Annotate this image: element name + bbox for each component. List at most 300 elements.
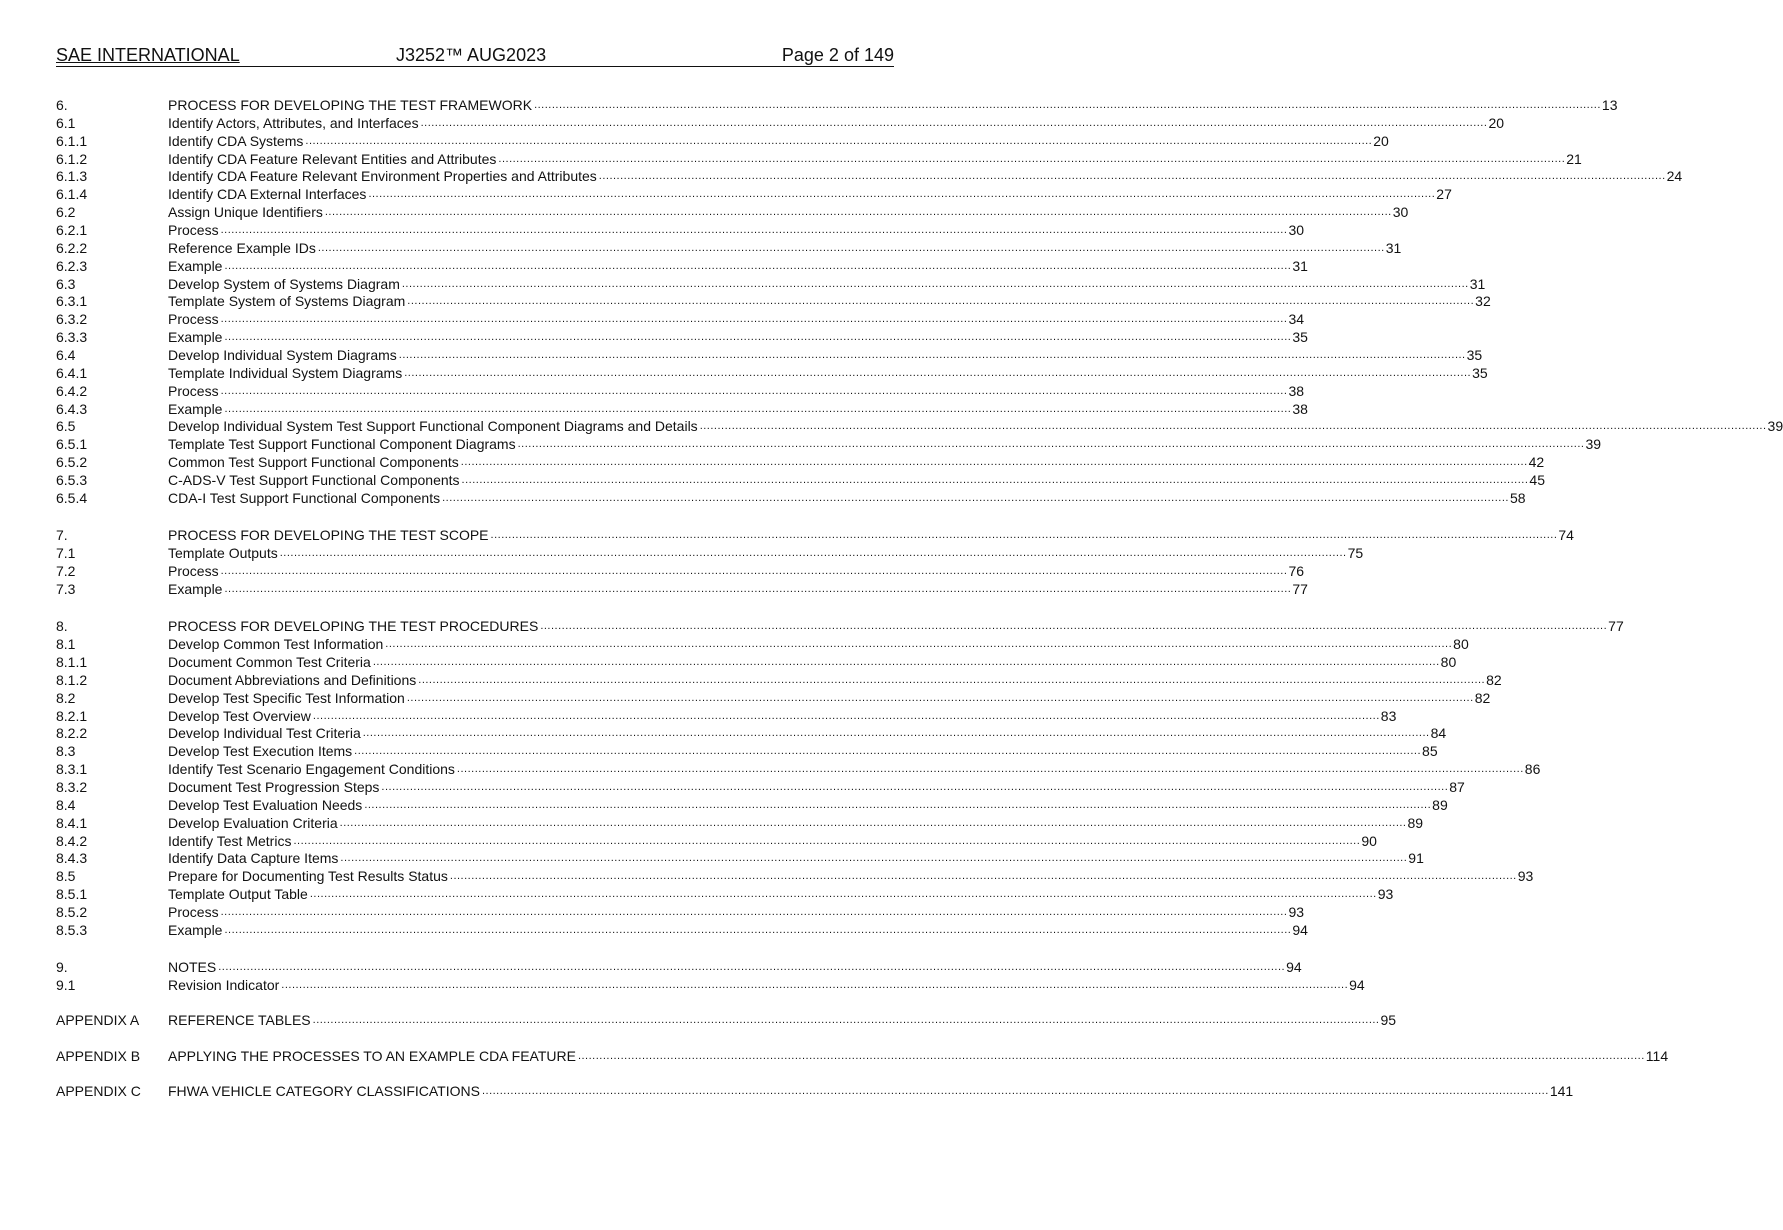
dot-leader: ............................................................................................................................................................................................................................................................................................................: [220, 384, 1288, 397]
toc-entry-title[interactable]: APPLYING THE PROCESSES TO AN EXAMPLE CDA FEATURE: [168, 1047, 576, 1064]
toc-entry-title[interactable]: Develop Test Overview: [168, 707, 311, 724]
toc-entry[interactable]: [56, 761, 1541, 779]
toc-entry-page[interactable]: 91: [1408, 850, 1424, 867]
dot-leader: ............................................................................................................................................................................................................................................................................................................: [362, 727, 1430, 740]
toc-entry[interactable]: [56, 132, 1389, 151]
toc-entry-number: 6.4: [56, 347, 76, 364]
toc-entry[interactable]: [56, 204, 1409, 222]
toc-entry-page[interactable]: 87: [1449, 778, 1465, 795]
toc-entry-page[interactable]: 94: [1286, 959, 1302, 976]
toc-entry-title-wrap: [168, 293, 1474, 311]
dot-leader: ............................................................................................................................................................................................................................................................................................................: [224, 582, 1292, 595]
toc-entry-title-wrap: [168, 761, 1524, 779]
toc-entry-number: 8.4.3: [56, 850, 88, 867]
toc-entry-title[interactable]: Develop Test Specific Test Information: [168, 689, 405, 706]
toc-entry-title[interactable]: Develop Individual System Diagrams: [168, 347, 397, 364]
toc-entry-title-wrap: [168, 1012, 1380, 1030]
toc-entry[interactable]: [56, 150, 1582, 169]
toc-entry-title[interactable]: Common Test Support Functional Components: [168, 454, 459, 471]
toc-entry-title-wrap: [168, 490, 1509, 508]
toc-entry[interactable]: [56, 222, 1305, 240]
toc-entry-title-wrap: [168, 222, 1287, 240]
toc-entry-page[interactable]: 30: [1288, 222, 1305, 239]
toc-entry-page[interactable]: 13: [1601, 97, 1618, 113]
toc-entry[interactable]: [56, 239, 1402, 258]
toc-entry-title[interactable]: Identify CDA Feature Relevant Entities and Attributes: [168, 150, 497, 167]
toc-entry-number: 6.1: [56, 114, 76, 131]
toc-entry-number: 6.1.1: [56, 132, 88, 149]
toc-entry-number: 8.1.2: [56, 671, 88, 688]
toc-entry-number: 9.1: [56, 977, 76, 994]
toc-entry-number: 6.5.4: [56, 489, 88, 506]
toc-entry-title-wrap: [168, 527, 1557, 545]
toc-entry-page[interactable]: 35: [1472, 364, 1488, 381]
dot-leader: ............................................................................................................................................................................................................................................................................................................: [293, 834, 1361, 847]
toc-entry-page[interactable]: 84: [1430, 725, 1447, 742]
toc-entry[interactable]: [56, 168, 1683, 186]
toc-entry[interactable]: [56, 545, 1364, 563]
toc-entry-number: 8.1.1: [56, 653, 88, 670]
toc-entry-title-wrap: [168, 383, 1287, 401]
dot-leader: ............................................................................................................................................................................................................................................................................................................: [517, 438, 1585, 451]
toc-entry-number: 6.4.2: [56, 382, 88, 399]
dot-leader: ............................................................................................................................................................................................................................................................................................................: [404, 366, 1472, 379]
toc-entry-title[interactable]: Document Abbreviations and Definitions: [168, 671, 417, 688]
toc-entry-page[interactable]: 80: [1453, 636, 1469, 653]
toc-entry-title[interactable]: Process: [168, 382, 219, 399]
toc-entry-page[interactable]: 93: [1517, 868, 1534, 885]
toc-entry-title-wrap: [168, 1048, 1645, 1066]
toc-section-group: [56, 527, 1574, 598]
toc-entry[interactable]: [56, 114, 1505, 133]
toc-entry-title-wrap: [168, 151, 1565, 169]
toc-entry-title[interactable]: REFERENCE TABLES: [168, 1012, 311, 1029]
toc-entry-title-wrap: [168, 959, 1285, 977]
toc-entry-title-wrap: [168, 436, 1584, 454]
dot-leader: ............................................................................................................................................................................................................................................................................................................: [385, 638, 1453, 651]
toc-entry[interactable]: [56, 382, 1305, 401]
toc-entry-page[interactable]: 24: [1666, 168, 1683, 185]
toc-entry-title[interactable]: Develop Individual System Test Support Functional Component Diagrams and Details: [168, 418, 698, 435]
toc-entry[interactable]: [56, 472, 1545, 490]
toc-entry-title[interactable]: Identify Actors, Attributes, and Interfaces: [168, 114, 419, 131]
dot-leader: ............................................................................................................................................................................................................................................................................................................: [418, 673, 1486, 686]
toc-entry-title[interactable]: Process: [168, 903, 219, 920]
toc-entry-number: 6.3: [56, 275, 76, 292]
toc-entry-title[interactable]: Develop Individual Test Criteria: [168, 725, 361, 742]
toc-entry-page[interactable]: 114: [1645, 1047, 1669, 1064]
dot-leader: ............................................................................................................................................................................................................................................................................................................: [442, 491, 1509, 504]
toc-entry[interactable]: [56, 364, 1488, 383]
toc-section-group: [56, 959, 1365, 995]
toc-entry-title-wrap: [168, 797, 1431, 815]
toc-entry-title-wrap: [168, 329, 1291, 347]
toc-entry-page[interactable]: 45: [1529, 472, 1545, 489]
toc-entry-title[interactable]: Develop Test Evaluation Needs: [168, 796, 363, 813]
page-header: [56, 44, 894, 67]
dot-leader: ............................................................................................................................................................................................................................................................................................................: [406, 691, 1474, 704]
dot-leader: ............................................................................................................................................................................................................................................................................................................: [398, 349, 1466, 362]
toc-entry[interactable]: [56, 850, 1424, 868]
toc-entry-title[interactable]: Document Test Progression Steps: [168, 778, 380, 795]
toc-entry-number: 6.2: [56, 204, 76, 221]
toc-entry-number: 8.4: [56, 796, 76, 813]
toc-entry-number: APPENDIX A: [56, 1012, 140, 1029]
toc-entry-title[interactable]: Example: [168, 921, 223, 938]
toc-entry-page[interactable]: 86: [1524, 761, 1541, 778]
toc-entry-title[interactable]: C-ADS-V Test Support Functional Components: [168, 472, 460, 489]
toc-entry-title-wrap: [168, 672, 1485, 690]
toc-entry-page[interactable]: 82: [1486, 671, 1502, 688]
toc-entry-title-wrap: [168, 347, 1466, 365]
toc-entry-number: 7.3: [56, 580, 76, 597]
dot-leader: ............................................................................................................................................................................................................................................................................................................: [220, 564, 1288, 577]
toc-entry-title-wrap: [168, 472, 1528, 490]
toc-entry-page[interactable]: 35: [1466, 347, 1483, 364]
toc-entry-number: 6.1.2: [56, 150, 88, 167]
toc-entry[interactable]: [56, 1047, 1669, 1066]
toc-entry-page[interactable]: 34: [1288, 311, 1305, 328]
toc-entry-title-wrap: [168, 186, 1435, 204]
toc-entry[interactable]: [56, 796, 1448, 815]
dot-leader: ............................................................................................................................................................................................................................................................................................................: [368, 188, 1436, 201]
toc-entry-title[interactable]: Template Outputs: [168, 545, 278, 562]
toc-entry-page[interactable]: 141: [1549, 1083, 1574, 1100]
toc-entry-title[interactable]: Template Individual System Diagrams: [168, 364, 403, 381]
toc-entry-number: 9.: [56, 959, 68, 976]
toc-entry-page[interactable]: 38: [1292, 400, 1308, 417]
header-organization: SAE INTERNATIONAL: [56, 45, 240, 65]
dot-leader: ............................................................................................................................................................................................................................................................................................................: [281, 979, 1349, 992]
toc-entry-title-wrap: [168, 618, 1607, 636]
toc-entry-number: 7.: [56, 527, 68, 544]
toc-entry-page[interactable]: 31: [1469, 275, 1486, 292]
dot-leader: ............................................................................................................................................................................................................................................................................................................: [224, 331, 1292, 344]
toc-entry-page[interactable]: 83: [1380, 707, 1397, 724]
toc-entry-title[interactable]: Template Output Table: [168, 886, 308, 903]
toc-entry-title[interactable]: Identify CDA External Interfaces: [168, 186, 367, 203]
toc-entry[interactable]: [56, 489, 1526, 508]
toc-entry-page[interactable]: 32: [1475, 293, 1491, 310]
toc-entry-title[interactable]: Example: [168, 329, 223, 346]
dot-leader: ............................................................................................................................................................................................................................................................................................................: [305, 134, 1373, 147]
toc-entry-title[interactable]: PROCESS FOR DEVELOPING THE TEST SCOPE: [168, 527, 489, 544]
dot-leader: ............................................................................................................................................................................................................................................................................................................: [309, 888, 1377, 901]
toc-entry[interactable]: [56, 562, 1305, 581]
dot-leader: ............................................................................................................................................................................................................................................................................................................: [224, 259, 1292, 272]
toc-entry-title[interactable]: Document Common Test Criteria: [168, 653, 371, 670]
toc-entry-title[interactable]: Develop Common Test Information: [168, 636, 384, 653]
toc-entry[interactable]: [56, 311, 1305, 329]
dot-leader: ............................................................................................................................................................................................................................................................................................................: [312, 709, 1380, 722]
toc-entry-page[interactable]: 74: [1558, 527, 1574, 544]
toc-entry-page[interactable]: 20: [1488, 114, 1505, 131]
toc-entry[interactable]: [56, 186, 1452, 204]
toc-entry-page[interactable]: 39: [1767, 418, 1783, 435]
dot-leader: ............................................................................................................................................................................................................................................................................................................: [279, 547, 1347, 560]
toc-entry-title[interactable]: Develop System of Systems Diagram: [168, 275, 400, 292]
toc-entry[interactable]: [56, 293, 1491, 311]
toc-entry-number: 8.2.2: [56, 725, 88, 742]
toc-entry-page[interactable]: 80: [1440, 653, 1457, 670]
toc-entry-page[interactable]: 31: [1292, 257, 1308, 274]
toc-entry-title-wrap: [168, 401, 1291, 419]
dot-leader: ............................................................................................................................................................................................................................................................................................................: [364, 798, 1432, 811]
toc-entry-title-wrap: [168, 850, 1407, 868]
toc-entry-number: 6.3.1: [56, 293, 88, 310]
table-of-contents: [56, 97, 1783, 1118]
dot-leader: ............................................................................................................................................................................................................................................................................................................: [401, 277, 1469, 290]
header-page-number: Page 2 of 149: [781, 45, 894, 65]
toc-entry-title[interactable]: Process: [168, 311, 219, 328]
toc-entry-title-wrap: [168, 168, 1666, 186]
toc-entry[interactable]: [56, 653, 1457, 672]
toc-entry-number: 6.4.1: [56, 364, 88, 381]
toc-entry-page[interactable]: 38: [1288, 382, 1305, 399]
toc-entry-title-wrap: [168, 1083, 1549, 1101]
toc-entry[interactable]: [56, 347, 1483, 365]
toc-entry-title[interactable]: CDA-I Test Support Functional Components: [168, 489, 441, 506]
toc-entry-title-wrap: [168, 654, 1440, 672]
toc-entry-title-wrap: [168, 276, 1469, 294]
toc-entry-page[interactable]: 39: [1585, 436, 1602, 453]
toc-entry-page[interactable]: 30: [1392, 204, 1409, 221]
toc-entry-page[interactable]: 89: [1407, 814, 1424, 831]
toc-entry[interactable]: [56, 903, 1305, 922]
dot-leader: ............................................................................................................................................................................................................................................................................................................: [324, 206, 1392, 219]
toc-entry-title-wrap: [168, 418, 1767, 436]
dot-leader: ............................................................................................................................................................................................................................................................................................................: [339, 816, 1407, 829]
toc-entry-page[interactable]: 21: [1566, 150, 1582, 167]
toc-entry-title-wrap: [168, 454, 1528, 472]
toc-entry-title[interactable]: Example: [168, 257, 223, 274]
toc-entry-number: 8.5.2: [56, 903, 88, 920]
toc-section-group: [56, 1083, 1574, 1101]
toc-entry-title[interactable]: Develop Test Execution Items: [168, 743, 353, 760]
toc-entry-number: 8.3.1: [56, 761, 88, 778]
toc-entry[interactable]: [56, 436, 1602, 454]
dot-leader: ............................................................................................................................................................................................................................................................................................................: [372, 655, 1440, 668]
toc-entry-number: 6.5: [56, 418, 76, 435]
toc-entry[interactable]: [56, 527, 1574, 545]
toc-entry-title[interactable]: Process: [168, 222, 219, 239]
toc-entry-page[interactable]: 85: [1422, 743, 1438, 760]
toc-section-group: [56, 97, 1783, 508]
toc-entry-title[interactable]: Assign Unique Identifiers: [168, 204, 323, 221]
toc-entry[interactable]: [56, 329, 1308, 347]
toc-entry-page[interactable]: 94: [1349, 977, 1365, 994]
toc-entry-title-wrap: [168, 904, 1287, 922]
toc-entry[interactable]: [56, 454, 1545, 472]
toc-entry[interactable]: [56, 814, 1424, 833]
dot-leader: ............................................................................................................................................................................................................................................................................................................: [317, 241, 1385, 254]
toc-entry-page[interactable]: 35: [1292, 329, 1308, 346]
toc-entry-title-wrap: [168, 779, 1448, 797]
toc-entry-number: 8.3.2: [56, 778, 88, 795]
dot-leader: ............................................................................................................................................................................................................................................................................................................: [490, 529, 1558, 542]
toc-entry[interactable]: [56, 743, 1438, 761]
header-document-id: J3252™ AUG2023: [396, 45, 547, 65]
toc-entry[interactable]: [56, 725, 1447, 743]
toc-entry-title[interactable]: Identify Test Scenario Engagement Conditions: [168, 761, 455, 778]
toc-entry-page[interactable]: 75: [1347, 545, 1364, 562]
toc-section-group: [56, 618, 1624, 939]
toc-entry-title[interactable]: Template System of Systems Diagram: [168, 293, 406, 310]
toc-entry-title-wrap: [168, 581, 1291, 599]
toc-entry[interactable]: [56, 868, 1534, 886]
dot-leader: ............................................................................................................................................................................................................................................................................................................: [218, 961, 1286, 974]
toc-section-group: [56, 1012, 1397, 1030]
toc-entry-number: 8.: [56, 618, 68, 635]
toc-entry[interactable]: [56, 257, 1308, 276]
toc-entry-title-wrap: [168, 868, 1517, 886]
toc-entry[interactable]: [56, 832, 1377, 851]
dot-leader: ............................................................................................................................................................................................................................................................................................................: [220, 313, 1288, 326]
toc-entry-page[interactable]: 42: [1528, 454, 1545, 471]
toc-entry-title-wrap: [168, 977, 1348, 995]
toc-entry-page[interactable]: 20: [1373, 132, 1389, 149]
toc-entry-number: 6.2.1: [56, 222, 88, 239]
toc-entry[interactable]: [56, 886, 1394, 904]
toc-entry-title-wrap: [168, 240, 1385, 258]
dot-leader: ............................................................................................................................................................................................................................................................................................................: [456, 763, 1524, 776]
toc-entry-title-wrap: [168, 365, 1471, 383]
toc-entry-page[interactable]: 31: [1385, 239, 1402, 256]
dot-leader: ............................................................................................................................................................................................................................................................................................................: [224, 923, 1292, 936]
toc-entry-number: 6.5.1: [56, 436, 88, 453]
toc-entry-number: 6.1.4: [56, 186, 88, 203]
toc-entry-title[interactable]: Identify Data Capture Items: [168, 850, 339, 867]
toc-entry-number: 6.1.3: [56, 168, 88, 185]
toc-entry-page[interactable]: 77: [1608, 618, 1624, 635]
toc-entry-page[interactable]: 93: [1377, 886, 1394, 903]
toc-entry[interactable]: [56, 977, 1365, 995]
toc-entry[interactable]: [56, 921, 1308, 940]
toc-entry-title[interactable]: Identify Test Metrics: [168, 832, 292, 849]
toc-entry-title[interactable]: Reference Example IDs: [168, 239, 316, 256]
dot-leader: ............................................................................................................................................................................................................................................................................................................: [481, 1085, 1549, 1098]
dot-leader: ............................................................................................................................................................................................................................................................................................................: [498, 152, 1566, 165]
toc-entry-page[interactable]: 94: [1292, 921, 1308, 938]
dot-leader: ............................................................................................................................................................................................................................................................................................................: [381, 780, 1449, 793]
toc-entry-title[interactable]: Revision Indicator: [168, 977, 280, 994]
toc-entry-title-wrap: [168, 725, 1430, 743]
dot-leader: ............................................................................................................................................................................................................................................................................................................: [220, 905, 1288, 918]
toc-entry-title-wrap: [168, 115, 1487, 133]
toc-entry-number: 6.4.3: [56, 400, 88, 417]
toc-entry-number: 6.3.3: [56, 329, 88, 346]
toc-entry-title[interactable]: Prepare for Documenting Test Results Status: [168, 868, 448, 885]
toc-entry-title-wrap: [168, 886, 1377, 904]
toc-entry[interactable]: [56, 959, 1302, 977]
toc-entry-title-wrap: [168, 743, 1421, 761]
toc-entry-title[interactable]: FHWA VEHICLE CATEGORY CLASSIFICATIONS: [168, 1083, 480, 1100]
toc-entry[interactable]: [56, 1083, 1574, 1101]
toc-entry-page[interactable]: 76: [1288, 562, 1305, 579]
toc-entry-title[interactable]: Identify CDA Systems: [168, 132, 304, 149]
toc-entry-title[interactable]: Develop Evaluation Criteria: [168, 814, 338, 831]
toc-entry-title-wrap: [168, 258, 1291, 276]
toc-entry-title[interactable]: Process: [168, 562, 219, 579]
toc-entry-number: 8.1: [56, 636, 76, 653]
toc-entry[interactable]: [56, 618, 1624, 636]
toc-entry-number: 8.5: [56, 868, 76, 885]
toc-entry-page[interactable]: 82: [1474, 689, 1491, 706]
toc-entry-page[interactable]: 89: [1432, 796, 1448, 813]
dot-leader: ............................................................................................................................................................................................................................................................................................................: [534, 99, 1601, 111]
toc-entry[interactable]: [56, 580, 1308, 599]
toc-entry[interactable]: [56, 1012, 1397, 1030]
toc-entry-page[interactable]: 90: [1361, 832, 1377, 849]
toc-entry[interactable]: [56, 778, 1465, 797]
toc-entry-page[interactable]: 77: [1292, 580, 1308, 597]
dot-leader: ............................................................................................................................................................................................................................................................................................................: [407, 295, 1475, 308]
dot-leader: ............................................................................................................................................................................................................................................................................................................: [699, 420, 1767, 433]
toc-entry-number: 6.2.3: [56, 257, 88, 274]
toc-entry-page[interactable]: 93: [1288, 903, 1305, 920]
toc-entry-title-wrap: [168, 833, 1360, 851]
toc-entry-title[interactable]: Example: [168, 400, 223, 417]
toc-entry-number: 8.3: [56, 743, 76, 760]
toc-entry-title[interactable]: Example: [168, 580, 223, 597]
dot-leader: ............................................................................................................................................................................................................................................................................................................: [340, 852, 1408, 865]
toc-entry-number: 6.5.2: [56, 454, 88, 471]
toc-entry-number: APPENDIX B: [56, 1047, 141, 1064]
toc-entry-number: 7.2: [56, 562, 76, 579]
toc-entry-title-wrap: [168, 922, 1291, 940]
toc-section-group: [56, 1047, 1669, 1066]
toc-entry[interactable]: [56, 97, 1618, 115]
toc-entry-number: 8.4.1: [56, 814, 88, 831]
toc-entry-title-wrap: [168, 133, 1372, 151]
toc-entry-number: 8.2.1: [56, 707, 88, 724]
dot-leader: ............................................................................................................................................................................................................................................................................................................: [220, 224, 1288, 237]
dot-leader: ............................................................................................................................................................................................................................................................................................................: [598, 170, 1666, 183]
dot-leader: ............................................................................................................................................................................................................................................................................................................: [460, 456, 1528, 469]
toc-entry-number: APPENDIX C: [56, 1083, 141, 1100]
toc-entry-number: 6.3.2: [56, 311, 88, 328]
toc-entry[interactable]: [56, 671, 1502, 690]
toc-entry-number: 8.5.1: [56, 886, 88, 903]
toc-entry-title-wrap: [168, 636, 1452, 654]
toc-entry[interactable]: [56, 400, 1308, 419]
toc-entry-title[interactable]: Identify CDA Feature Relevant Environment Properties and Attributes: [168, 168, 597, 185]
dot-leader: ............................................................................................................................................................................................................................................................................................................: [577, 1049, 1645, 1062]
dot-leader: ............................................................................................................................................................................................................................................................................................................: [420, 116, 1488, 129]
toc-entry-title-wrap: [168, 204, 1392, 222]
toc-entry-number: 8.4.2: [56, 832, 88, 849]
toc-entry-title[interactable]: NOTES: [168, 959, 217, 976]
dot-leader: ............................................................................................................................................................................................................................................................................................................: [449, 870, 1517, 883]
toc-entry[interactable]: [56, 275, 1486, 294]
toc-entry-page[interactable]: 95: [1380, 1012, 1397, 1029]
dot-leader: ............................................................................................................................................................................................................................................................................................................: [354, 745, 1422, 758]
toc-entry-number: 6.5.3: [56, 472, 88, 489]
dot-leader: ............................................................................................................................................................................................................................................................................................................: [224, 402, 1292, 415]
toc-entry[interactable]: [56, 418, 1783, 436]
toc-entry-title[interactable]: PROCESS FOR DEVELOPING THE TEST FRAMEWORK: [168, 97, 533, 113]
toc-entry[interactable]: [56, 636, 1469, 654]
toc-entry-title-wrap: [168, 97, 1601, 115]
toc-entry-page[interactable]: 27: [1436, 186, 1452, 203]
toc-entry-title-wrap: [168, 690, 1474, 708]
toc-entry-page[interactable]: 58: [1509, 489, 1526, 506]
toc-entry[interactable]: [56, 707, 1397, 726]
toc-entry[interactable]: [56, 689, 1491, 708]
toc-entry-title[interactable]: Template Test Support Functional Component Diagrams: [168, 436, 516, 453]
toc-entry-number: 8.5.3: [56, 921, 88, 938]
toc-entry-title[interactable]: PROCESS FOR DEVELOPING THE TEST PROCEDURES: [168, 618, 539, 635]
